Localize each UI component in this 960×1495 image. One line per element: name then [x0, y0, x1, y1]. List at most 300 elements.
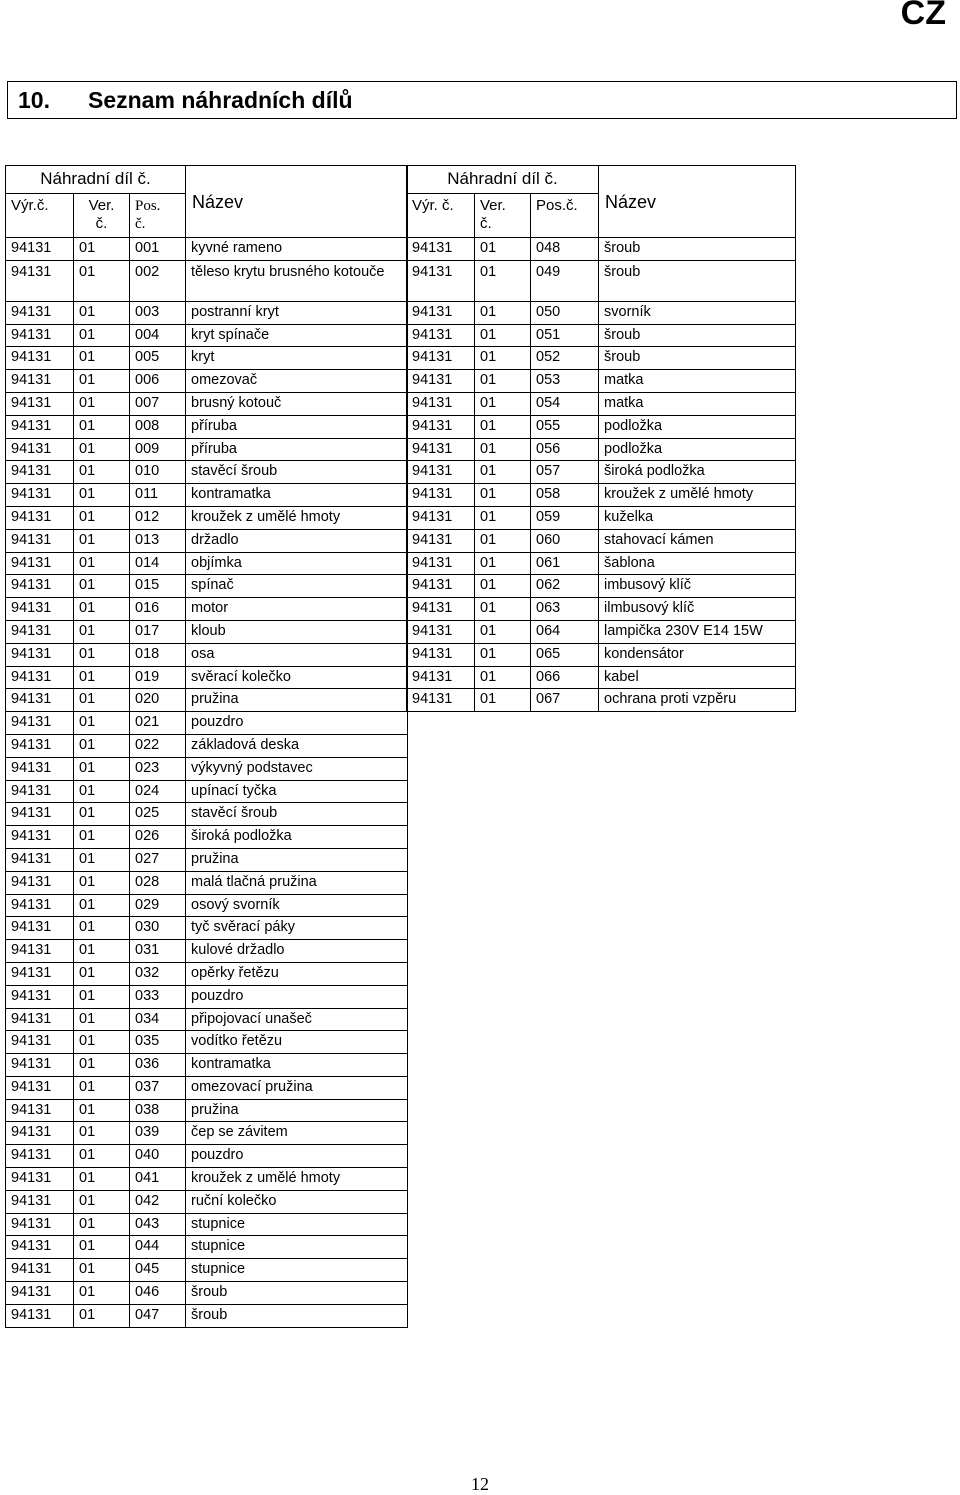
table-row [407, 415, 796, 438]
name-cell: pružina [186, 1099, 408, 1122]
table-row [6, 1282, 408, 1305]
ver-cell: 01 [475, 643, 531, 666]
table-row [6, 301, 408, 324]
ver-header-text: Ver. [88, 197, 115, 214]
vyr-cell: 94131 [6, 598, 74, 621]
name-cell: šroub [599, 260, 796, 301]
name-header: Název [599, 166, 796, 238]
pos-cell: 041 [130, 1168, 186, 1191]
name-cell: ochrana proti vzpěru [599, 689, 796, 712]
name-cell: kryt spínače [186, 324, 408, 347]
ver-cell: 01 [475, 484, 531, 507]
pos-cell: 053 [531, 370, 599, 393]
pos-cell: 029 [130, 894, 186, 917]
table-row [407, 529, 796, 552]
vyr-cell: 94131 [6, 1076, 74, 1099]
ver-cell: 01 [475, 529, 531, 552]
ver-cell: 01 [74, 940, 130, 963]
vyr-cell: 94131 [6, 1054, 74, 1077]
vyr-header: Výr. č. [407, 194, 475, 238]
table-row [407, 324, 796, 347]
vyr-cell: 94131 [6, 1122, 74, 1145]
ver-cell: 01 [74, 780, 130, 803]
table-row [6, 1008, 408, 1031]
name-cell: ilmbusový klíč [599, 598, 796, 621]
name-cell: motor [186, 598, 408, 621]
vyr-cell: 94131 [6, 780, 74, 803]
pos-cell: 034 [130, 1008, 186, 1031]
ver-cell: 01 [74, 1236, 130, 1259]
vyr-cell: 94131 [6, 757, 74, 780]
table-row [407, 643, 796, 666]
ver-cell: 01 [74, 598, 130, 621]
ver-cell: 01 [74, 1031, 130, 1054]
pos-cell: 015 [130, 575, 186, 598]
pos-cell: 003 [130, 301, 186, 324]
ver-cell: 01 [74, 826, 130, 849]
name-cell: tyč svěrací páky [186, 917, 408, 940]
ver-cell: 01 [74, 962, 130, 985]
vyr-cell: 94131 [6, 666, 74, 689]
table-row [6, 940, 408, 963]
name-cell: těleso krytu brusného kotouče [186, 260, 408, 301]
table-row [6, 415, 408, 438]
pos-cell: 012 [130, 506, 186, 529]
ver-cell: 01 [74, 370, 130, 393]
pos-cell: 061 [531, 552, 599, 575]
pos-cell: 018 [130, 643, 186, 666]
pos-cell: 011 [130, 484, 186, 507]
vyr-cell: 94131 [6, 871, 74, 894]
table-row [6, 1259, 408, 1282]
table-row [6, 1168, 408, 1191]
name-cell: příruba [186, 438, 408, 461]
parts-table-right [406, 165, 796, 712]
vyr-cell: 94131 [6, 620, 74, 643]
ver-cell: 01 [74, 529, 130, 552]
table-row [6, 666, 408, 689]
ver-cell: 01 [74, 620, 130, 643]
table-row [407, 598, 796, 621]
vyr-cell: 94131 [6, 438, 74, 461]
table-row [6, 871, 408, 894]
vyr-cell: 94131 [407, 689, 475, 712]
pos-cell: 020 [130, 689, 186, 712]
table-row [6, 438, 408, 461]
table-row [407, 506, 796, 529]
pos-cell: 026 [130, 826, 186, 849]
ver-cell: 01 [74, 848, 130, 871]
vyr-cell: 94131 [6, 643, 74, 666]
table-row [6, 1190, 408, 1213]
pos-cell: 023 [130, 757, 186, 780]
vyr-cell: 94131 [6, 1168, 74, 1191]
vyr-cell: 94131 [6, 985, 74, 1008]
ver-cell: 01 [475, 370, 531, 393]
vyr-cell: 94131 [6, 940, 74, 963]
name-cell: šroub [599, 238, 796, 261]
table-row [6, 552, 408, 575]
table-row [6, 1213, 408, 1236]
table-row [6, 370, 408, 393]
table-row [6, 757, 408, 780]
table-row [6, 848, 408, 871]
table-row [407, 301, 796, 324]
table-row [6, 734, 408, 757]
name-cell: šroub [186, 1282, 408, 1305]
table-row [6, 985, 408, 1008]
table-row [6, 238, 408, 261]
pos-cell: 024 [130, 780, 186, 803]
name-cell: kroužek z umělé hmoty [599, 484, 796, 507]
pos-cell: 037 [130, 1076, 186, 1099]
vyr-cell: 94131 [6, 484, 74, 507]
name-cell: pružina [186, 848, 408, 871]
vyr-cell: 94131 [6, 1031, 74, 1054]
table-row [407, 620, 796, 643]
vyr-cell: 94131 [6, 712, 74, 735]
vyr-cell: 94131 [6, 848, 74, 871]
table-row [407, 347, 796, 370]
table-row [6, 780, 408, 803]
table-row [6, 598, 408, 621]
vyr-cell: 94131 [6, 324, 74, 347]
pos-cell: 038 [130, 1099, 186, 1122]
name-cell: matka [599, 370, 796, 393]
pos-header [130, 194, 186, 238]
ver-cell: 01 [475, 438, 531, 461]
table-row [6, 260, 408, 301]
ver-cell: 01 [74, 1054, 130, 1077]
ver-cell: 01 [74, 1122, 130, 1145]
name-cell: široká podložka [599, 461, 796, 484]
name-cell: šroub [599, 347, 796, 370]
name-cell: šroub [599, 324, 796, 347]
pos-cell: 056 [531, 438, 599, 461]
name-cell: podložka [599, 438, 796, 461]
ver-cell: 01 [74, 1099, 130, 1122]
ver-cell: 01 [74, 1190, 130, 1213]
name-cell: základová deska [186, 734, 408, 757]
name-cell: stavěcí šroub [186, 803, 408, 826]
ver-cell: 01 [74, 347, 130, 370]
name-cell: svěrací kolečko [186, 666, 408, 689]
section-number: 10. [18, 86, 50, 113]
pos-cell: 047 [130, 1304, 186, 1327]
pos-cell: 025 [130, 803, 186, 826]
table-row [6, 620, 408, 643]
table-row [407, 438, 796, 461]
vyr-cell: 94131 [6, 347, 74, 370]
ver-cell: 01 [74, 894, 130, 917]
pos-cell: 042 [130, 1190, 186, 1213]
vyr-cell: 94131 [6, 894, 74, 917]
vyr-cell: 94131 [6, 826, 74, 849]
pos-cell: 049 [531, 260, 599, 301]
vyr-cell: 94131 [407, 301, 475, 324]
pos-cell: 033 [130, 985, 186, 1008]
table-row [6, 392, 408, 415]
pos-cell: 008 [130, 415, 186, 438]
pos-cell: 050 [531, 301, 599, 324]
vyr-cell: 94131 [6, 529, 74, 552]
ver-cell: 01 [475, 324, 531, 347]
table-row [6, 826, 408, 849]
ver-cell: 01 [475, 260, 531, 301]
vyr-cell: 94131 [6, 1145, 74, 1168]
pos-cell: 010 [130, 461, 186, 484]
ver-cell: 01 [74, 985, 130, 1008]
ver-cell: 01 [74, 712, 130, 735]
name-cell: osový svorník [186, 894, 408, 917]
table-row [6, 324, 408, 347]
table-row [6, 1122, 408, 1145]
table-row [6, 643, 408, 666]
ver-cell: 01 [74, 324, 130, 347]
name-cell: osa [186, 643, 408, 666]
name-cell: vodítko řetězu [186, 1031, 408, 1054]
pos-cell: 002 [130, 260, 186, 301]
name-cell: podložka [599, 415, 796, 438]
name-cell: kryt [186, 347, 408, 370]
ver-cell: 01 [74, 238, 130, 261]
pos-cell: 046 [130, 1282, 186, 1305]
table-row [6, 484, 408, 507]
part-number-header: Náhradní díl č. [6, 166, 186, 194]
pos-cell: 044 [130, 1236, 186, 1259]
table-row [6, 712, 408, 735]
table-row [6, 962, 408, 985]
vyr-cell: 94131 [6, 734, 74, 757]
name-cell: kontramatka [186, 484, 408, 507]
section-title: Seznam náhradních dílů [88, 86, 353, 113]
ver-cell: 01 [74, 575, 130, 598]
vyr-cell: 94131 [407, 347, 475, 370]
ver-cell: 01 [475, 506, 531, 529]
pos-cell: 039 [130, 1122, 186, 1145]
name-cell: stupnice [186, 1236, 408, 1259]
name-cell: pouzdro [186, 712, 408, 735]
ver-cell: 01 [475, 392, 531, 415]
vyr-cell: 94131 [6, 415, 74, 438]
ver-cell: 01 [475, 301, 531, 324]
pos-cell: 062 [531, 575, 599, 598]
name-cell: kondensátor [599, 643, 796, 666]
name-cell: malá tlačná pružina [186, 871, 408, 894]
ver-header [475, 194, 531, 238]
ver-cell: 01 [74, 871, 130, 894]
ver-cell: 01 [475, 666, 531, 689]
pos-cell: 001 [130, 238, 186, 261]
ver-header-suffix: č. [480, 215, 492, 232]
ver-cell: 01 [74, 1076, 130, 1099]
ver-cell: 01 [74, 260, 130, 301]
pos-cell: 019 [130, 666, 186, 689]
pos-cell: 058 [531, 484, 599, 507]
pos-cell: 055 [531, 415, 599, 438]
pos-cell: 027 [130, 848, 186, 871]
ver-cell: 01 [74, 506, 130, 529]
pos-cell: 048 [531, 238, 599, 261]
section-heading [7, 81, 957, 119]
name-cell: pouzdro [186, 1145, 408, 1168]
ver-cell: 01 [74, 643, 130, 666]
vyr-header: Výr.č. [6, 194, 74, 238]
table-row [6, 347, 408, 370]
name-cell: kuželka [599, 506, 796, 529]
name-cell: postranní kryt [186, 301, 408, 324]
table-row [6, 689, 408, 712]
name-cell: svorník [599, 301, 796, 324]
vyr-cell: 94131 [6, 1282, 74, 1305]
vyr-cell: 94131 [6, 962, 74, 985]
table-row [6, 506, 408, 529]
ver-cell: 01 [74, 301, 130, 324]
name-cell: stupnice [186, 1213, 408, 1236]
ver-cell: 01 [74, 734, 130, 757]
ver-cell: 01 [74, 484, 130, 507]
pos-cell: 006 [130, 370, 186, 393]
parts-table-left [5, 165, 408, 1328]
name-cell: čep se závitem [186, 1122, 408, 1145]
vyr-cell: 94131 [6, 1304, 74, 1327]
name-cell: příruba [186, 415, 408, 438]
pos-cell: 016 [130, 598, 186, 621]
vyr-cell: 94131 [6, 1190, 74, 1213]
name-cell: pružina [186, 689, 408, 712]
pos-cell: 066 [531, 666, 599, 689]
ver-cell: 01 [74, 415, 130, 438]
pos-cell: 065 [531, 643, 599, 666]
ver-cell: 01 [74, 1168, 130, 1191]
ver-cell: 01 [74, 666, 130, 689]
ver-cell: 01 [475, 598, 531, 621]
table-row [407, 552, 796, 575]
vyr-cell: 94131 [407, 438, 475, 461]
ver-cell: 01 [74, 1282, 130, 1305]
vyr-cell: 94131 [6, 1236, 74, 1259]
ver-cell: 01 [475, 620, 531, 643]
pos-cell: 057 [531, 461, 599, 484]
name-cell: opěrky řetězu [186, 962, 408, 985]
pos-cell: 067 [531, 689, 599, 712]
vyr-cell: 94131 [6, 506, 74, 529]
table-row [407, 370, 796, 393]
vyr-cell: 94131 [407, 598, 475, 621]
vyr-cell: 94131 [407, 260, 475, 301]
table-row [6, 1076, 408, 1099]
name-cell: šablona [599, 552, 796, 575]
pos-cell: 064 [531, 620, 599, 643]
table-row [6, 461, 408, 484]
vyr-cell: 94131 [6, 1008, 74, 1031]
table-row [407, 238, 796, 261]
table-row [407, 392, 796, 415]
name-cell: široká podložka [186, 826, 408, 849]
ver-cell: 01 [475, 238, 531, 261]
vyr-cell: 94131 [407, 529, 475, 552]
page-number: 12 [471, 1474, 489, 1494]
ver-cell: 01 [74, 1304, 130, 1327]
table-row [6, 1304, 408, 1327]
name-cell: spínač [186, 575, 408, 598]
part-number-header: Náhradní díl č. [407, 166, 599, 194]
pos-cell: 022 [130, 734, 186, 757]
name-cell: držadlo [186, 529, 408, 552]
name-cell: kulové držadlo [186, 940, 408, 963]
pos-cell: 017 [130, 620, 186, 643]
vyr-cell: 94131 [407, 238, 475, 261]
pos-cell: 060 [531, 529, 599, 552]
pos-cell: 051 [531, 324, 599, 347]
name-cell: kloub [186, 620, 408, 643]
name-cell: matka [599, 392, 796, 415]
ver-header [74, 194, 130, 238]
name-cell: ruční kolečko [186, 1190, 408, 1213]
table-row [6, 1054, 408, 1077]
ver-header-suffix: č. [95, 215, 108, 232]
pos-header-suffix: č. [135, 216, 146, 232]
name-cell: výkyvný podstavec [186, 757, 408, 780]
name-cell: kontramatka [186, 1054, 408, 1077]
name-cell: omezovací pružina [186, 1076, 408, 1099]
table-row [6, 803, 408, 826]
name-header: Název [186, 166, 408, 238]
vyr-cell: 94131 [6, 803, 74, 826]
table-row [6, 1099, 408, 1122]
vyr-cell: 94131 [6, 238, 74, 261]
ver-cell: 01 [475, 347, 531, 370]
table-row [407, 260, 796, 301]
ver-cell: 01 [74, 689, 130, 712]
vyr-cell: 94131 [6, 370, 74, 393]
ver-header-text: Ver. [480, 197, 506, 214]
pos-cell: 013 [130, 529, 186, 552]
table-row [407, 689, 796, 712]
vyr-cell: 94131 [407, 643, 475, 666]
ver-cell: 01 [74, 438, 130, 461]
ver-cell: 01 [74, 917, 130, 940]
pos-cell: 032 [130, 962, 186, 985]
pos-cell: 014 [130, 552, 186, 575]
pos-header: Pos.č. [531, 194, 599, 238]
pos-cell: 028 [130, 871, 186, 894]
pos-cell: 052 [531, 347, 599, 370]
ver-cell: 01 [475, 689, 531, 712]
vyr-cell: 94131 [6, 575, 74, 598]
name-cell: pouzdro [186, 985, 408, 1008]
name-cell: upínací tyčka [186, 780, 408, 803]
ver-cell: 01 [74, 1259, 130, 1282]
vyr-cell: 94131 [6, 392, 74, 415]
table-row [407, 575, 796, 598]
pos-header-text: Pos. [135, 198, 161, 214]
pos-cell: 035 [130, 1031, 186, 1054]
table-row [6, 1145, 408, 1168]
pos-cell: 031 [130, 940, 186, 963]
name-cell: brusný kotouč [186, 392, 408, 415]
pos-cell: 021 [130, 712, 186, 735]
ver-cell: 01 [74, 1145, 130, 1168]
pos-cell: 059 [531, 506, 599, 529]
ver-cell: 01 [475, 461, 531, 484]
vyr-cell: 94131 [407, 552, 475, 575]
pos-cell: 009 [130, 438, 186, 461]
pos-cell: 030 [130, 917, 186, 940]
name-cell: kabel [599, 666, 796, 689]
vyr-cell: 94131 [6, 917, 74, 940]
table-row [6, 917, 408, 940]
